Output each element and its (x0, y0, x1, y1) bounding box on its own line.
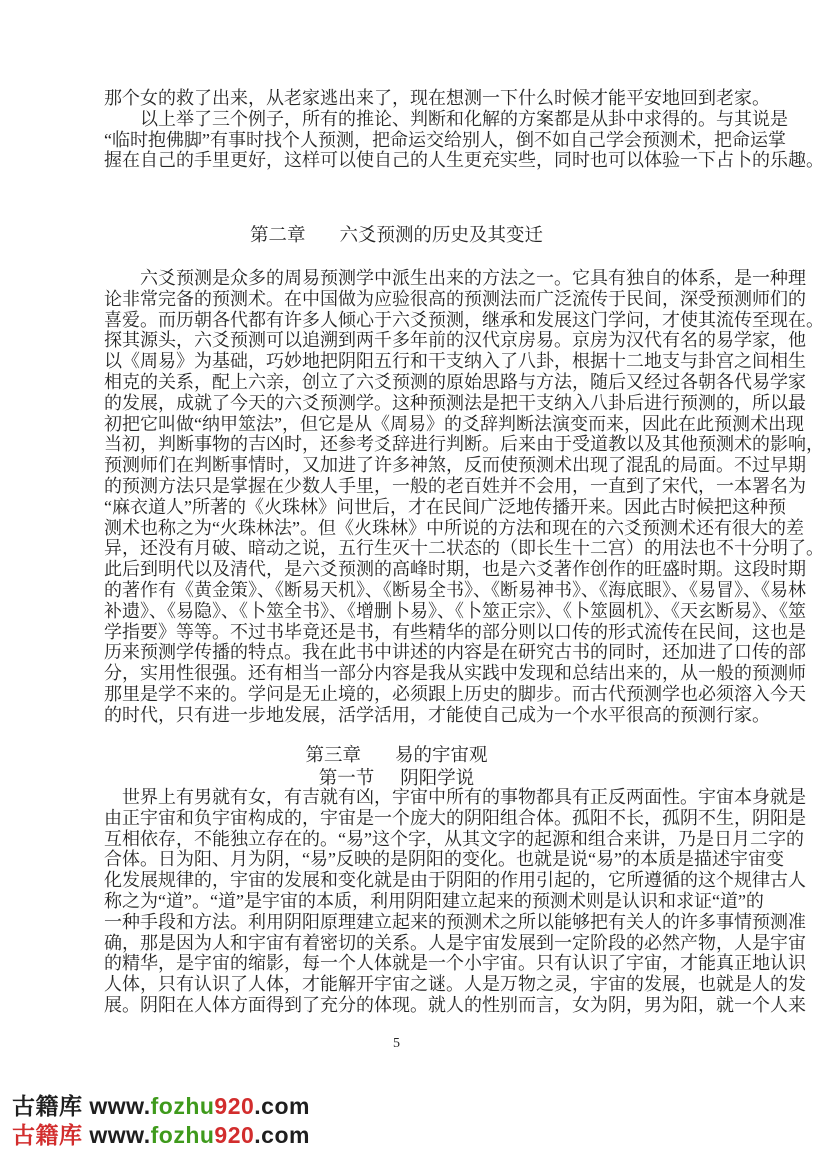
watermark-url-red: 920 (214, 1093, 255, 1119)
section-title: 阴阳学说 (400, 769, 475, 789)
watermark-url-red: 920 (214, 1122, 255, 1148)
text-line: 此后到明代以及清代，是六爻预测的高峰时期，也是六爻著作创作的旺盛时期。这段时期 (104, 559, 806, 580)
paragraph-chapter3 (104, 787, 806, 1016)
watermark-site-name: 古籍库 (12, 1093, 83, 1119)
text-line: 的精华，是宇宙的缩影，每一个人体就是一个小宇宙。只有认识了宇宙，才能真正地认识 (104, 953, 806, 974)
text-line: 互相依存，不能独立存在的。“易”这个字，从其文字的起源和组合来讲，乃是日月二字的 (104, 828, 804, 849)
text-line: 初把它叫做“纳甲筮法”，但它是从《周易》的爻辞判断法演变而来，因此在此预测术出现 (104, 413, 804, 434)
watermark-url-prefix: www. (82, 1093, 151, 1119)
text-line: 相克的关系，配上六亲，创立了六爻预测的原始思路与方法，随后又经过各朝各代易学家 (104, 371, 806, 392)
text-line: 预测师们在判断事情时，又加进了许多神煞，反而使预测术出现了混乱的局面。不过早期 (104, 455, 806, 476)
watermark-url-suffix: .com (254, 1093, 310, 1119)
text-line: 异，还没有月破、暗动之说，五行生灭十二状态的（即长生十二宫）的用法也不十分明了。 (104, 538, 824, 559)
page-number: 5 (393, 1036, 400, 1051)
text-line: 握在自己的手里更好，这样可以使自己的人生更充实些，同时也可以体验一下占卜的乐趣。 (104, 150, 824, 171)
watermark-url-suffix: .com (254, 1122, 310, 1148)
text-line: 分，实用性很强。还有相当一部分内容是我从实践中发现和总结出来的，从一般的预测师 (104, 663, 806, 684)
text-line: 当初，判断事物的吉凶时，还参考爻辞进行判断。后来由于受道教以及其他预测术的影响， (104, 434, 824, 455)
chapter3-number: 第三章 (305, 746, 361, 766)
text-line: 学指要》等等。不过书毕竟还是书，有些精华的部分则以口传的形式流传在民间，这也是 (104, 621, 806, 642)
chapter2-heading (0, 221, 793, 247)
text-line: “临时抱佛脚”有事时找个人预测，把命运交给别人，倒不如自己学会预测术，把命运掌 (104, 129, 786, 150)
text-line: 以《周易》为基础，巧妙地把阴阳五行和干支纳入了八卦，根据十二地支与卦宫之间相生 (104, 351, 806, 372)
text-line: 历来预测学传播的特点。我在此书中讲述的内容是在研究古书的同时，还加进了口传的部 (104, 642, 806, 663)
text-line: 化发展规律的，宇宙的发展和变化就是由于阴阳的作用引起的，它所遵循的这个规律古人 (104, 870, 806, 891)
text-line: 确，那是因为人和宇宙有着密切的关系。人是宇宙发展到一定阶段的必然产物，人是宇宙 (104, 932, 806, 953)
text-line: 世界上有男就有女，有吉就有凶，宇宙中所有的事物都具有正反两面性。宇宙本身就是 (104, 787, 806, 807)
text-line: 的时代，只有进一步地发展，活学活用，才能使自己成为一个水平很高的预测行家。 (104, 704, 770, 725)
text-line: 合体。日为阳、月为阴，“易”反映的是阴阳的变化。也就是说“易”的本质是描述宇宙变 (104, 849, 784, 870)
text-line: 测术也称之为“火珠林法”。但《火珠林》中所说的方法和现在的六爻预测术还有很大的差 (104, 517, 804, 538)
chapter3-title: 易的宇宙观 (395, 746, 488, 766)
section-number: 第一节 (318, 769, 375, 789)
text-line: 以上举了三个例子，所有的推论、判断和化解的方案都是从卦中求得的。与其说是 (104, 108, 788, 129)
text-line: 那里是学不来的。学问是无止境的，必须跟上历史的脚步。而古代预测学也必须溶入今天 (104, 683, 806, 704)
text-line: 的发展，成就了今天的六爻预测学。这种预测法是把干支纳入八卦后进行预测的，所以最 (104, 392, 806, 413)
text-line: 展。阴阳在人体方面得到了充分的体现。就人的性别而言，女为阴，男为阳，就一个人来 (104, 994, 806, 1015)
paragraph-chapter2 (104, 268, 824, 726)
chapter2-number: 第二章 (249, 226, 306, 246)
text-line: 人体，只有认识了人体，才能解开宇宙之谜。人是万物之灵，宇宙的发展，也就是人的发 (104, 974, 806, 995)
text-line: 论非常完备的预测术。在中国做为应验很高的预测法而广泛流传于民间，深受预测师们的 (104, 288, 806, 309)
watermark-url-green: fozhu (150, 1122, 215, 1148)
text-line: 的著作有《黄金策》、《断易天机》、《断易全书》、《断易神书》、《海底眼》、《易冒》、《易林 (104, 579, 806, 600)
text-line: 由正宇宙和负宇宙构成的，宇宙是一个庞大的阴阳组合体。孤阳不长，孤阴不生，阴阳是 (104, 807, 806, 828)
watermark-url-green: fozhu (150, 1093, 215, 1119)
watermark-url-prefix: www. (82, 1122, 151, 1148)
text-line: 那个女的救了出来，从老家逃出来了，现在想测一下什么时候才能平安地回到老家。 (104, 88, 770, 108)
chapter2-title: 六爻预测的历史及其变迁 (339, 226, 544, 246)
text-line: 称之为“道”。“道”是宇宙的本质，利用阴阳建立起来的预测术则是认识和求证“道”的 (104, 890, 764, 911)
watermark-site-name: 古籍库 (12, 1122, 83, 1148)
text-line: 探其源头，六爻预测可以追溯到两千多年前的汉代京房易。京房为汉代有名的易学家，他 (104, 330, 806, 351)
watermark-clipped (12, 1117, 310, 1150)
text-line: 的预测方法只是掌握在少数人手里，一般的老百姓并不会用，一直到了宋代，一本署名为 (104, 475, 806, 496)
text-line: 六爻预测是众多的周易预测学中派生出来的方法之一。它具有独自的体系，是一种理 (104, 268, 806, 288)
text-line: 喜爱。而历朝各代都有许多人倾心于六爻预测，继承和发展这门学问，才使其流传至现在。 (104, 309, 824, 330)
paragraph-intro (104, 88, 824, 171)
text-line: “麻衣道人”所著的《火珠林》问世后，才在民间广泛地传播开来。因此古时候把这种预 (104, 496, 786, 517)
text-line: 补遗》、《易隐》、《卜筮全书》、《增删卜易》、《卜筮正宗》、《卜筮圆机》、《天玄断易》、《筮 (104, 600, 806, 621)
text-line: 一种手段和方法。利用阴阳原理建立起来的预测术之所以能够把有关人的许多事情预测准 (104, 911, 806, 932)
